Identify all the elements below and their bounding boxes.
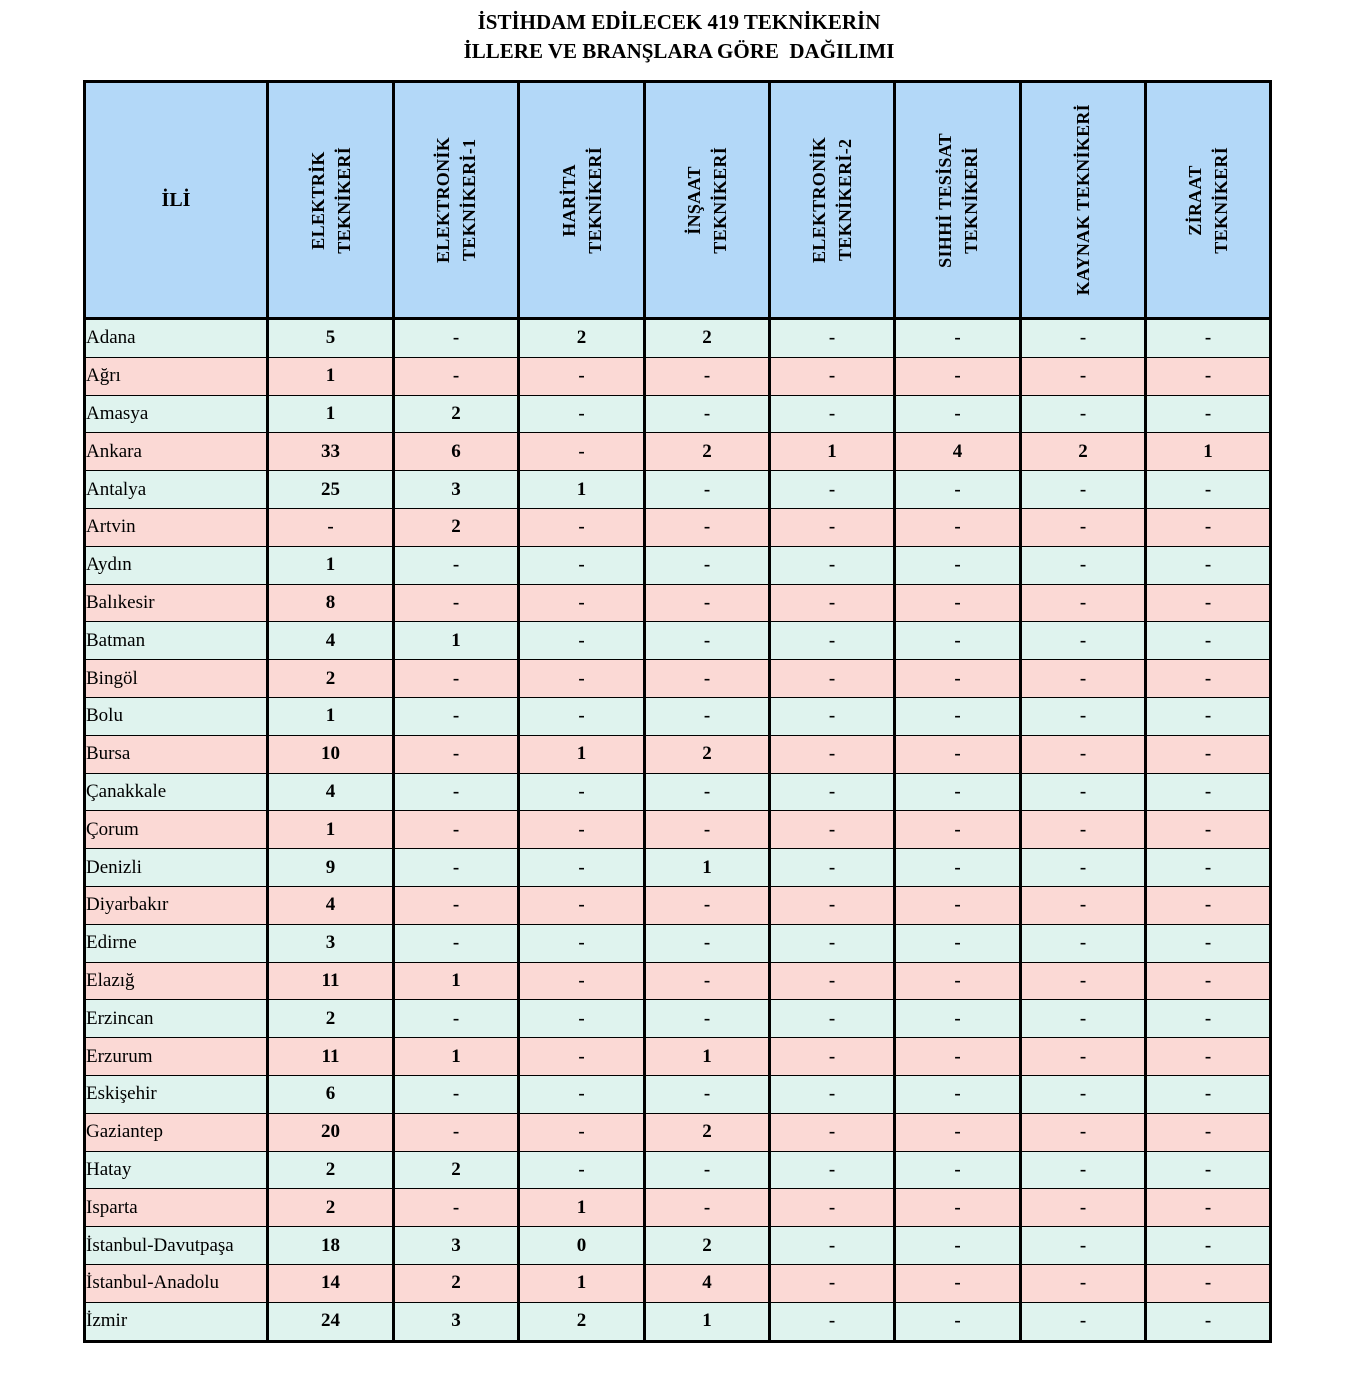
header-column bbox=[1021, 82, 1146, 319]
city-cell: Amasya bbox=[85, 395, 268, 433]
table-row bbox=[85, 584, 1271, 622]
city-cell: Çorum bbox=[85, 811, 268, 849]
value-cell: - bbox=[645, 811, 770, 849]
value-cell: - bbox=[895, 395, 1021, 433]
value-cell: - bbox=[519, 508, 645, 546]
value-cell: 18 bbox=[268, 1227, 394, 1265]
value-cell: - bbox=[770, 1038, 895, 1076]
value-cell: 1 bbox=[645, 849, 770, 887]
value-cell: - bbox=[645, 357, 770, 395]
header-city: İLİ bbox=[85, 82, 268, 319]
table-row bbox=[85, 924, 1271, 962]
value-cell: - bbox=[645, 471, 770, 509]
value-cell: - bbox=[1146, 1151, 1271, 1189]
header-column bbox=[770, 82, 895, 319]
value-cell: - bbox=[1146, 1038, 1271, 1076]
value-cell: - bbox=[1021, 546, 1146, 584]
table-row bbox=[85, 471, 1271, 509]
value-cell: - bbox=[1021, 886, 1146, 924]
value-cell: - bbox=[770, 319, 895, 358]
city-cell: Bingöl bbox=[85, 660, 268, 698]
value-cell: - bbox=[895, 1075, 1021, 1113]
table-row bbox=[85, 1113, 1271, 1151]
value-cell: - bbox=[645, 886, 770, 924]
header-label: SIHHİ TESİSAT TEKNİKERİ bbox=[934, 132, 981, 268]
value-cell: - bbox=[645, 697, 770, 735]
value-cell: - bbox=[1021, 811, 1146, 849]
value-cell: - bbox=[770, 1075, 895, 1113]
value-cell: - bbox=[770, 962, 895, 1000]
table-row bbox=[85, 1189, 1271, 1227]
city-cell: Erzincan bbox=[85, 1000, 268, 1038]
value-cell: 9 bbox=[268, 849, 394, 887]
value-cell: 5 bbox=[268, 319, 394, 358]
header-column bbox=[895, 82, 1021, 319]
city-cell: Eskişehir bbox=[85, 1075, 268, 1113]
value-cell: - bbox=[770, 886, 895, 924]
value-cell: - bbox=[394, 357, 519, 395]
value-cell: - bbox=[1021, 508, 1146, 546]
value-cell: - bbox=[519, 622, 645, 660]
city-cell: Denizli bbox=[85, 849, 268, 887]
value-cell: - bbox=[770, 584, 895, 622]
title-line-2: İLLERE VE BRANŞLARA GÖRE DAĞILIMI bbox=[463, 39, 895, 63]
value-cell: - bbox=[645, 584, 770, 622]
value-cell: - bbox=[519, 811, 645, 849]
value-cell: 2 bbox=[645, 735, 770, 773]
value-cell: - bbox=[770, 1113, 895, 1151]
value-cell: - bbox=[895, 508, 1021, 546]
value-cell: 4 bbox=[268, 622, 394, 660]
value-cell: - bbox=[770, 924, 895, 962]
header-column bbox=[394, 82, 519, 319]
table-row bbox=[85, 508, 1271, 546]
value-cell: - bbox=[895, 1227, 1021, 1265]
value-cell: - bbox=[519, 924, 645, 962]
header-row bbox=[85, 82, 1271, 319]
value-cell: - bbox=[1146, 1227, 1271, 1265]
value-cell: 2 bbox=[645, 1113, 770, 1151]
value-cell: - bbox=[645, 1189, 770, 1227]
value-cell: - bbox=[519, 1075, 645, 1113]
value-cell: - bbox=[1021, 849, 1146, 887]
value-cell: - bbox=[394, 1189, 519, 1227]
value-cell: - bbox=[895, 697, 1021, 735]
table-row bbox=[85, 735, 1271, 773]
value-cell: 2 bbox=[394, 508, 519, 546]
value-cell: 2 bbox=[268, 1189, 394, 1227]
value-cell: - bbox=[895, 1113, 1021, 1151]
header-column bbox=[268, 82, 394, 319]
value-cell: 25 bbox=[268, 471, 394, 509]
value-cell: 2 bbox=[645, 433, 770, 471]
header-label: İNŞAAT TEKNİKERİ bbox=[684, 146, 730, 254]
value-cell: - bbox=[645, 1000, 770, 1038]
value-cell: - bbox=[1021, 1038, 1146, 1076]
value-cell: - bbox=[519, 660, 645, 698]
value-cell: - bbox=[1146, 697, 1271, 735]
value-cell: - bbox=[1021, 1000, 1146, 1038]
table-row bbox=[85, 660, 1271, 698]
value-cell: - bbox=[770, 1264, 895, 1302]
table-row bbox=[85, 1264, 1271, 1302]
value-cell: - bbox=[394, 924, 519, 962]
city-cell: Aydın bbox=[85, 546, 268, 584]
value-cell: - bbox=[645, 1151, 770, 1189]
value-cell: - bbox=[645, 962, 770, 1000]
value-cell: 2 bbox=[268, 1151, 394, 1189]
value-cell: 0 bbox=[519, 1227, 645, 1265]
value-cell: 2 bbox=[268, 1000, 394, 1038]
city-cell: Gaziantep bbox=[85, 1113, 268, 1151]
table-row bbox=[85, 886, 1271, 924]
value-cell: - bbox=[895, 924, 1021, 962]
value-cell: - bbox=[1021, 660, 1146, 698]
value-cell: 3 bbox=[394, 1227, 519, 1265]
value-cell: - bbox=[1146, 357, 1271, 395]
value-cell: 1 bbox=[268, 395, 394, 433]
value-cell: 4 bbox=[645, 1264, 770, 1302]
table-row bbox=[85, 1075, 1271, 1113]
value-cell: 3 bbox=[268, 924, 394, 962]
value-cell: - bbox=[1021, 735, 1146, 773]
value-cell: 1 bbox=[1146, 433, 1271, 471]
value-cell: - bbox=[1021, 773, 1146, 811]
value-cell: - bbox=[1021, 1075, 1146, 1113]
value-cell: - bbox=[1021, 395, 1146, 433]
value-cell: - bbox=[519, 962, 645, 1000]
value-cell: 2 bbox=[394, 1151, 519, 1189]
header-label: KAYNAK TEKNİKERİ bbox=[1073, 104, 1093, 296]
value-cell: - bbox=[1146, 584, 1271, 622]
table-row bbox=[85, 395, 1271, 433]
header-label: HARİTA TEKNİKERİ bbox=[558, 146, 605, 254]
header-column bbox=[645, 82, 770, 319]
value-cell: - bbox=[1146, 1000, 1271, 1038]
value-cell: 1 bbox=[394, 622, 519, 660]
value-cell: 1 bbox=[394, 1038, 519, 1076]
value-cell: - bbox=[645, 1075, 770, 1113]
value-cell: - bbox=[519, 849, 645, 887]
value-cell: - bbox=[268, 508, 394, 546]
value-cell: - bbox=[394, 849, 519, 887]
value-cell: - bbox=[645, 660, 770, 698]
value-cell: - bbox=[1021, 1264, 1146, 1302]
value-cell: - bbox=[1146, 1113, 1271, 1151]
value-cell: 2 bbox=[519, 319, 645, 358]
city-cell: İstanbul-Anadolu bbox=[85, 1264, 268, 1302]
value-cell: - bbox=[394, 1000, 519, 1038]
value-cell: - bbox=[895, 546, 1021, 584]
city-cell: Bursa bbox=[85, 735, 268, 773]
value-cell: - bbox=[1146, 622, 1271, 660]
value-cell: - bbox=[1146, 1189, 1271, 1227]
distribution-table bbox=[83, 80, 1272, 1343]
value-cell: 1 bbox=[268, 811, 394, 849]
table-row bbox=[85, 319, 1271, 358]
value-cell: - bbox=[645, 395, 770, 433]
value-cell: - bbox=[770, 508, 895, 546]
value-cell: - bbox=[770, 660, 895, 698]
value-cell: - bbox=[519, 1113, 645, 1151]
table-row bbox=[85, 1302, 1271, 1341]
value-cell: - bbox=[394, 886, 519, 924]
value-cell: 6 bbox=[394, 433, 519, 471]
value-cell: - bbox=[770, 471, 895, 509]
value-cell: - bbox=[519, 1151, 645, 1189]
value-cell: - bbox=[519, 357, 645, 395]
value-cell: 4 bbox=[268, 886, 394, 924]
city-cell: Isparta bbox=[85, 1189, 268, 1227]
table-row bbox=[85, 357, 1271, 395]
value-cell: - bbox=[770, 1151, 895, 1189]
value-cell: 2 bbox=[645, 1227, 770, 1265]
value-cell: - bbox=[519, 1000, 645, 1038]
value-cell: - bbox=[394, 697, 519, 735]
value-cell: 1 bbox=[394, 962, 519, 1000]
city-cell: Artvin bbox=[85, 508, 268, 546]
value-cell: - bbox=[770, 697, 895, 735]
value-cell: 1 bbox=[268, 697, 394, 735]
table-row bbox=[85, 811, 1271, 849]
value-cell: - bbox=[645, 622, 770, 660]
city-cell: Ankara bbox=[85, 433, 268, 471]
value-cell: - bbox=[519, 584, 645, 622]
value-cell: - bbox=[770, 1227, 895, 1265]
value-cell: - bbox=[895, 773, 1021, 811]
value-cell: 1 bbox=[645, 1302, 770, 1341]
value-cell: 2 bbox=[394, 1264, 519, 1302]
value-cell: - bbox=[1146, 395, 1271, 433]
value-cell: - bbox=[1021, 697, 1146, 735]
header-label: ELEKTRONİK TEKNİKERİ-2 bbox=[809, 136, 855, 264]
value-cell: 33 bbox=[268, 433, 394, 471]
city-cell: Erzurum bbox=[85, 1038, 268, 1076]
value-cell: 14 bbox=[268, 1264, 394, 1302]
table-row bbox=[85, 773, 1271, 811]
value-cell: - bbox=[394, 1113, 519, 1151]
value-cell: 2 bbox=[645, 319, 770, 358]
value-cell: - bbox=[1146, 849, 1271, 887]
value-cell: 8 bbox=[268, 584, 394, 622]
value-cell: - bbox=[770, 1302, 895, 1341]
value-cell: - bbox=[394, 773, 519, 811]
value-cell: - bbox=[770, 773, 895, 811]
value-cell: - bbox=[645, 773, 770, 811]
value-cell: - bbox=[1146, 546, 1271, 584]
table-row bbox=[85, 433, 1271, 471]
value-cell: - bbox=[895, 357, 1021, 395]
city-cell: Antalya bbox=[85, 471, 268, 509]
value-cell: - bbox=[519, 1038, 645, 1076]
value-cell: - bbox=[895, 471, 1021, 509]
value-cell: 1 bbox=[645, 1038, 770, 1076]
header-label: ELEKTRONİK TEKNİKERİ-1 bbox=[433, 136, 479, 264]
header-label: ELEKTRİK TEKNİKERİ bbox=[307, 146, 354, 254]
value-cell: - bbox=[1021, 1113, 1146, 1151]
value-cell: - bbox=[1146, 319, 1271, 358]
value-cell: - bbox=[519, 886, 645, 924]
value-cell: - bbox=[1146, 1302, 1271, 1341]
value-cell: - bbox=[1146, 811, 1271, 849]
table-row bbox=[85, 1038, 1271, 1076]
table-row bbox=[85, 697, 1271, 735]
value-cell: 24 bbox=[268, 1302, 394, 1341]
value-cell: - bbox=[519, 773, 645, 811]
value-cell: - bbox=[645, 924, 770, 962]
value-cell: - bbox=[1021, 1302, 1146, 1341]
value-cell: - bbox=[1146, 660, 1271, 698]
value-cell: - bbox=[394, 735, 519, 773]
value-cell: 2 bbox=[1021, 433, 1146, 471]
value-cell: 2 bbox=[394, 395, 519, 433]
value-cell: - bbox=[394, 1075, 519, 1113]
title-line-1: İSTİHDAM EDİLECEK 419 TEKNİKERİN bbox=[477, 10, 881, 34]
value-cell: - bbox=[1021, 622, 1146, 660]
value-cell: - bbox=[1021, 357, 1146, 395]
value-cell: - bbox=[895, 1264, 1021, 1302]
document-title bbox=[0, 8, 1358, 66]
value-cell: - bbox=[895, 886, 1021, 924]
value-cell: 20 bbox=[268, 1113, 394, 1151]
value-cell: - bbox=[1021, 1227, 1146, 1265]
value-cell: - bbox=[1021, 319, 1146, 358]
value-cell: - bbox=[770, 1189, 895, 1227]
table-row bbox=[85, 1000, 1271, 1038]
city-cell: Batman bbox=[85, 622, 268, 660]
value-cell: - bbox=[895, 1038, 1021, 1076]
city-cell: Balıkesir bbox=[85, 584, 268, 622]
value-cell: - bbox=[895, 962, 1021, 1000]
value-cell: - bbox=[1146, 471, 1271, 509]
value-cell: - bbox=[895, 1302, 1021, 1341]
table-row bbox=[85, 622, 1271, 660]
value-cell: - bbox=[770, 622, 895, 660]
value-cell: - bbox=[895, 811, 1021, 849]
value-cell: - bbox=[1146, 1264, 1271, 1302]
value-cell: - bbox=[1021, 1189, 1146, 1227]
table-row bbox=[85, 1151, 1271, 1189]
value-cell: - bbox=[1021, 584, 1146, 622]
value-cell: - bbox=[1146, 508, 1271, 546]
value-cell: - bbox=[1146, 773, 1271, 811]
value-cell: 11 bbox=[268, 1038, 394, 1076]
city-cell: Ağrı bbox=[85, 357, 268, 395]
value-cell: - bbox=[1146, 886, 1271, 924]
value-cell: 3 bbox=[394, 1302, 519, 1341]
value-cell: - bbox=[770, 546, 895, 584]
table-row bbox=[85, 962, 1271, 1000]
value-cell: 1 bbox=[268, 357, 394, 395]
value-cell: 3 bbox=[394, 471, 519, 509]
value-cell: - bbox=[1021, 962, 1146, 1000]
value-cell: - bbox=[519, 395, 645, 433]
value-cell: 4 bbox=[268, 773, 394, 811]
value-cell: 1 bbox=[268, 546, 394, 584]
city-cell: Edirne bbox=[85, 924, 268, 962]
value-cell: - bbox=[1146, 1075, 1271, 1113]
value-cell: 1 bbox=[519, 1264, 645, 1302]
value-cell: - bbox=[394, 584, 519, 622]
table-body bbox=[85, 319, 1271, 1342]
city-cell: Bolu bbox=[85, 697, 268, 735]
value-cell: - bbox=[1021, 471, 1146, 509]
city-cell: İzmir bbox=[85, 1302, 268, 1341]
value-cell: - bbox=[770, 395, 895, 433]
header-column bbox=[1146, 82, 1271, 319]
value-cell: 2 bbox=[268, 660, 394, 698]
value-cell: - bbox=[394, 546, 519, 584]
header-label: ZİRAAT TEKNİKERİ bbox=[1185, 146, 1231, 254]
value-cell: - bbox=[394, 811, 519, 849]
city-cell: Çanakkale bbox=[85, 773, 268, 811]
value-cell: 2 bbox=[519, 1302, 645, 1341]
value-cell: 10 bbox=[268, 735, 394, 773]
table-row bbox=[85, 546, 1271, 584]
city-cell: Adana bbox=[85, 319, 268, 358]
value-cell: - bbox=[895, 319, 1021, 358]
value-cell: - bbox=[770, 811, 895, 849]
value-cell: - bbox=[1146, 924, 1271, 962]
value-cell: - bbox=[1021, 1151, 1146, 1189]
value-cell: - bbox=[394, 319, 519, 358]
city-cell: İstanbul-Davutpaşa bbox=[85, 1227, 268, 1265]
value-cell: - bbox=[895, 1151, 1021, 1189]
table-row bbox=[85, 1227, 1271, 1265]
value-cell: 6 bbox=[268, 1075, 394, 1113]
value-cell: - bbox=[895, 660, 1021, 698]
value-cell: - bbox=[770, 735, 895, 773]
value-cell: 4 bbox=[895, 433, 1021, 471]
value-cell: - bbox=[895, 622, 1021, 660]
value-cell: - bbox=[519, 433, 645, 471]
value-cell: - bbox=[645, 508, 770, 546]
value-cell: - bbox=[895, 849, 1021, 887]
value-cell: - bbox=[895, 1000, 1021, 1038]
value-cell: - bbox=[1021, 924, 1146, 962]
city-cell: Elazığ bbox=[85, 962, 268, 1000]
city-cell: Hatay bbox=[85, 1151, 268, 1189]
value-cell: - bbox=[645, 546, 770, 584]
value-cell: - bbox=[770, 1000, 895, 1038]
value-cell: - bbox=[770, 849, 895, 887]
value-cell: - bbox=[895, 584, 1021, 622]
value-cell: 1 bbox=[519, 1189, 645, 1227]
value-cell: - bbox=[394, 660, 519, 698]
value-cell: - bbox=[770, 357, 895, 395]
value-cell: 1 bbox=[519, 735, 645, 773]
value-cell: 1 bbox=[519, 471, 645, 509]
value-cell: 1 bbox=[770, 433, 895, 471]
city-cell: Diyarbakır bbox=[85, 886, 268, 924]
value-cell: - bbox=[895, 1189, 1021, 1227]
header-column bbox=[519, 82, 645, 319]
value-cell: 11 bbox=[268, 962, 394, 1000]
table-row bbox=[85, 849, 1271, 887]
value-cell: - bbox=[519, 697, 645, 735]
value-cell: - bbox=[1146, 962, 1271, 1000]
value-cell: - bbox=[895, 735, 1021, 773]
value-cell: - bbox=[1146, 735, 1271, 773]
value-cell: - bbox=[519, 546, 645, 584]
